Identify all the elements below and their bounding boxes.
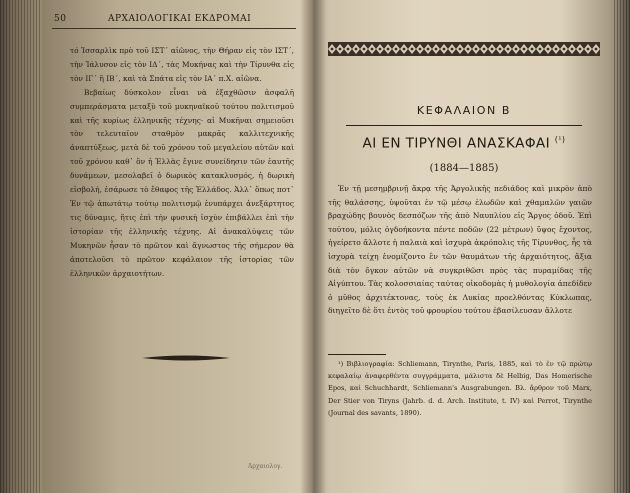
chapter-title-text: ΑΙ ΕΝ ΤΙΡΥΝΘΙ ΑΝΑΣΚΑΦΑΙ: [362, 135, 551, 152]
running-head-title: ΑΡΧΑΙΟΛΟΓΙΚΑΙ ΕΚΔΡΟΜΑΙ: [108, 14, 252, 24]
left-page-edges: [0, 0, 42, 493]
footnote-rule: [328, 354, 386, 355]
header-rule: [52, 28, 296, 29]
chapter-heading: ΚΕΦΑΛΑΙΟΝ Β: [416, 104, 512, 117]
footnote: ¹) Βιβλιογραφία: Schliemann, Tirynthe, Paris, 1885, καὶ τὸ ἐν τῷ πρώτῳ κεφαλαίῳ ἀναφερθέντα συγγράμματα, μάλιστα δὲ Helbig, Das Homerische Epos, καὶ Schuchhardt, Schliemann's Ausgrabungen. Βλ. ἄρθρον τοῦ Marx, Der Stier von Tiryns (Jahrb. d. d. Arch. Institute, t. IV) καὶ Perrot, Tirynthe (Journal des savants, 1890).: [328, 360, 592, 417]
paragraph: Ἐν τῇ μεσημβρινῇ ἄκρᾳ τῆς Ἀργολικῆς πεδιάδος καὶ μικρὸν ἀπὸ τῆς θαλάσσης, ὑψοῦται ἐν τῷ μέσῳ ἑλωδῶν καὶ χθαμαλῶν γαιῶν βραχώδης βουνὸς δεσπόζων τῆς ἀπὸ Ναυπλίου εἰς Ἄργος ὁδοῦ. Ἐπὶ τούτου, μόλις ὀγδοήκοντα πέντε ποδῶν (22 μέτρων) ὕψος ἔχοντος, ἠγείρετο ἄλλοτε ἡ παλαιὰ καὶ ἰσχυρὰ ἀκρόπολις τῆς Τίρυνθος, ἧς τὰ ἰσχυρὰ τείχη ἐνομίζοντο ἓν τῶν θαυμάτων τῆς ἀρχαιότητος, ἄξια διὰ τὸν ὄγκον αὐτῶν νὰ συγκριθῶσι πρὸς τὰς πυραμίδας τῆς Αἰγύπτου. Τὰς κολοσσιαίας ταύτας οἰκοδομὰς ἡ μυθολογία ἀπεδίδεν ὁ μῦθος ἀρχιτέκτονας, τοὺς ἐκ Λυκίας προελθόντας Κύκλωπας, διηγεῖτο δὲ ὅτι ἐντὸς τοῦ φρουρίου τούτου ἐβασίλευσαν ἄλλοτε: [328, 184, 592, 316]
right-page-body: [328, 182, 592, 318]
right-page-edges: [612, 0, 630, 493]
chapter-rule: [346, 125, 582, 126]
paragraph: τό Ἰσσαρλὶκ πρὸ τοῦ ΙΣΤ΄ αἰῶνος, τὴν Θήραν εἰς τὸν ΙΣΤ΄, τὴν Ἰάλυσον εἰς τὸν ΙΔ΄, τὰς Μυκήνας καὶ τὴν Τίρυνθα εἰς τὸν ΙΓ΄ ἢ ΙΒ΄, καὶ τὰ Σπάτα εἰς τὸν ΙΑ΄ π.Χ. αἰῶνα.: [70, 46, 294, 83]
footnote-marker: (¹): [554, 135, 566, 144]
paragraph: Βεβαίως δύσκολον εἶναι νὰ ἐξαχθῶσιν ἀσφαλῆ συμπεράσματα μεταξὺ τοῦ μυκηναϊκοῦ τούτου πολιτισμοῦ καὶ τῆς κυρίως ἑλληνικῆς τέχνης· αἱ Μυκῆναι σημειοῦσι τὸν τελευταῖον σταθμὸν μακρᾶς καλλιτεχνικῆς ἀναπτύξεως, μετὰ δὲ τοῦ χρόνου τοῦ μεγαλείου αὐτῶν καὶ τοῦ χρόνου καθ᾽ ὃν ἡ Ἑλλὰς ἔγινε συνείδησιν τῶν ἑαυτῆς δυνάμεων, μεσολαβεῖ ὁ δωρικὸς κατακλυσμός, ἡ δωρικὴ εἰσβολή, ἐσάρωσε τὸ ἔθαφος τῆς Ἑλλάδος. Ἀλλ᾽ ὅπως ποτ᾽ Ἐν τῷ ἀπωτάτῳ τούτῳ πολιτισμῷ ἐνυπάρχει ἀνεξάρτητος τις δύναμις, ἥτις ἐπὶ τὴν φυσικὴ ἰσχὺν ἐπιβάλλει ἐπὶ τὴν ἱστορίαν τῆς ἑλληνικῆς τέχνης. Αἱ ἀνακαλύψεις τῶν Μυκηνῶν ἦσαν τὸ πρῶτον καὶ ἄγνωστος τῆς σήμερον θὰ ἀποτελοῦσι τὸ πρῶτον κεφάλαιον τῆς ἱστορίας τῶν ἑλληνικῶν ἀρχαιοτήτων.: [70, 87, 294, 278]
left-page: [50, 8, 298, 470]
running-head: [50, 8, 298, 26]
chapter-years: (1884—1885): [429, 163, 499, 174]
book-gutter: [300, 0, 326, 493]
top-ornament-band: [328, 42, 600, 56]
page-number: 50: [54, 14, 67, 24]
left-page-body: [50, 44, 298, 280]
end-ornament: [142, 353, 230, 363]
signature-mark: Ἀρχαιολογ.: [248, 463, 283, 470]
chapter-title: [328, 135, 600, 152]
